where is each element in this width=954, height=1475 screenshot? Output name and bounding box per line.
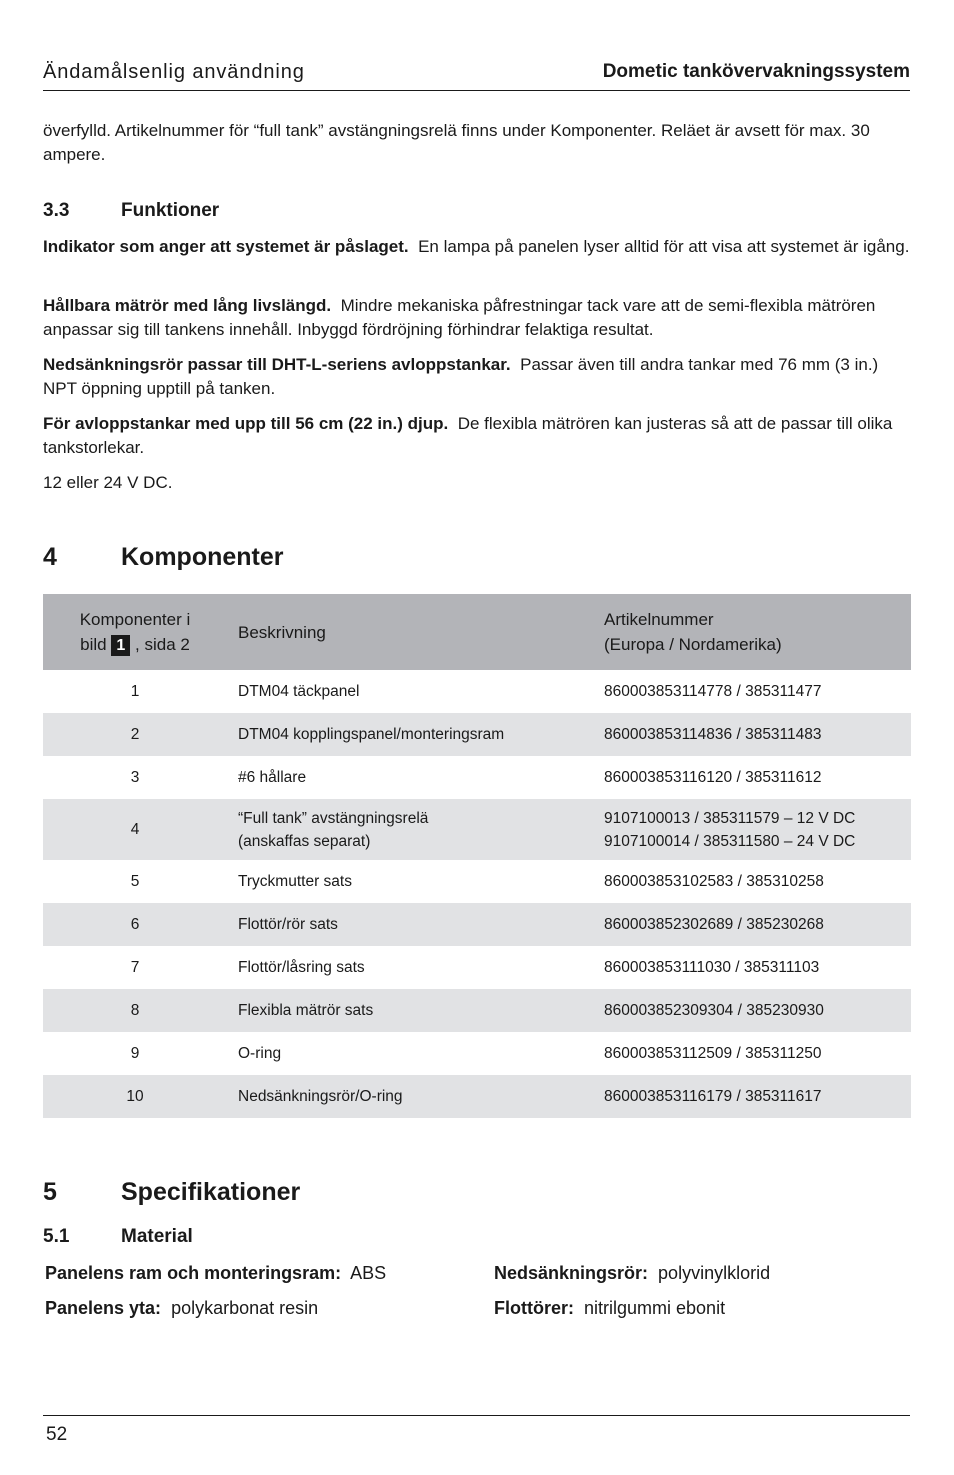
article-line: 9107100013 / 385311579 – 12 V DC bbox=[604, 809, 856, 827]
spec-label: Panelens ram och monteringsram: bbox=[45, 1263, 342, 1283]
components-table bbox=[43, 594, 911, 1118]
column-header-component bbox=[43, 594, 227, 670]
cell-description: Flottör/låsring sats bbox=[238, 958, 365, 976]
feature-lead: Indikator som anger att systemet är påslaget. bbox=[43, 237, 409, 256]
cell-number: 3 bbox=[130, 768, 140, 786]
cell-description: DTM04 kopplingspanel/monteringsram bbox=[227, 713, 604, 756]
section-number: 5 bbox=[43, 1178, 57, 1206]
spec-value: ABS bbox=[350, 1263, 387, 1283]
spec-item bbox=[45, 1298, 318, 1319]
spec-label: Nedsänkningsrör: bbox=[494, 1263, 649, 1283]
section-number: 3.3 bbox=[43, 200, 70, 221]
figure-badge: 1 bbox=[111, 635, 130, 656]
cell-description: O-ring bbox=[238, 1044, 282, 1062]
table-row bbox=[43, 1075, 911, 1118]
section-4-heading bbox=[43, 543, 284, 572]
section-3-3-heading bbox=[43, 200, 219, 222]
description-line: “Full tank” avstängningsrelä bbox=[238, 809, 429, 827]
cell-description: #6 hållare bbox=[238, 768, 307, 786]
feature-text: Mindre mekaniska påfrestningar tack vare att de semi-flexibla mätrören anpassar sig till tankens innehåll. Inbyggd fördröjning förhindrar felaktiga resultat. bbox=[43, 296, 876, 339]
table-row bbox=[43, 713, 911, 756]
spec-value: nitrilgummi ebonit bbox=[584, 1298, 726, 1318]
section-title: Specifikationer bbox=[121, 1178, 301, 1206]
cell-article: 860003852302689 / 385230268 bbox=[604, 903, 911, 946]
cell-article: 860003853116179 / 385311617 bbox=[604, 1075, 911, 1118]
cell-number: 1 bbox=[130, 682, 140, 700]
feature-paragraph bbox=[43, 294, 911, 342]
header-text: , sida 2 bbox=[135, 635, 190, 654]
spec-item bbox=[45, 1263, 386, 1284]
intro-paragraph: överfylld. Artikelnummer för “full tank” avstängningsrelä finns under Komponenter. Reläet är avsett för max. 30 ampere. bbox=[43, 121, 870, 164]
header-document-title: Dometic tankövervakningssystem bbox=[602, 61, 910, 82]
cell-article: 860003853114778 / 385311477 bbox=[604, 682, 822, 700]
spec-value: polykarbonat resin bbox=[171, 1298, 319, 1318]
spec-item bbox=[494, 1298, 725, 1319]
cell-article: 860003853112509 / 385311250 bbox=[604, 1044, 822, 1062]
cell-number: 4 bbox=[43, 799, 227, 860]
cell-number: 2 bbox=[43, 713, 227, 756]
cell-number: 7 bbox=[130, 958, 140, 976]
cell-description: Tryckmutter sats bbox=[238, 872, 352, 890]
feature-lead: Hållbara mätrör med lång livslängd. bbox=[43, 296, 332, 315]
cell-article: 860003852309304 / 385230930 bbox=[604, 989, 911, 1032]
cell-article: 860003853116120 / 385311612 bbox=[604, 768, 822, 786]
page-header bbox=[43, 58, 910, 91]
spec-label: Panelens yta: bbox=[45, 1298, 162, 1318]
description-line: (anskaffas separat) bbox=[238, 832, 371, 850]
feature-paragraph bbox=[43, 353, 911, 401]
feature-text: En lampa på panelen lyser alltid för att visa att systemet är igång. bbox=[418, 237, 910, 256]
feature-lead: För avloppstankar med upp till 56 cm (22 in.) djup. bbox=[43, 414, 449, 433]
voltage-note: 12 eller 24 V DC. bbox=[43, 473, 173, 492]
table-header-row bbox=[43, 594, 911, 670]
cell-article: 860003853102583 / 385310258 bbox=[604, 872, 824, 890]
cell-number: 10 bbox=[43, 1075, 227, 1118]
cell-description: Nedsänkningsrör/O-ring bbox=[227, 1075, 604, 1118]
feature-paragraph bbox=[43, 235, 911, 259]
header-section-title: Ändamålsenlig användning bbox=[43, 61, 305, 83]
header-text: (Europa / Nordamerika) bbox=[604, 635, 782, 654]
section-number: 4 bbox=[43, 543, 57, 571]
cell-number: 9 bbox=[130, 1044, 140, 1062]
header-text: Komponenter i bbox=[79, 610, 191, 629]
section-number: 5.1 bbox=[43, 1226, 70, 1247]
feature-text: De flexibla mätrören kan justeras så att de passar till olika tankstorlekar. bbox=[43, 414, 893, 457]
section-5-heading bbox=[43, 1178, 300, 1207]
section-title: Funktioner bbox=[121, 200, 220, 221]
table-row bbox=[43, 799, 911, 860]
table-row bbox=[43, 989, 911, 1032]
header-text: Artikelnummer bbox=[604, 610, 714, 629]
table-row bbox=[43, 670, 911, 713]
header-text: bild bbox=[80, 635, 107, 654]
feature-lead: Nedsänkningsrör passar till DHT-L-seriens avloppstankar. bbox=[43, 355, 511, 374]
section-title: Komponenter bbox=[121, 543, 284, 571]
page-number: 52 bbox=[46, 1424, 68, 1445]
cell-article: 860003853111030 / 385311103 bbox=[604, 958, 820, 976]
spec-value: polyvinylklorid bbox=[658, 1263, 771, 1283]
table-row bbox=[43, 1032, 911, 1075]
table-row bbox=[43, 903, 911, 946]
spec-item bbox=[494, 1263, 770, 1284]
table-row bbox=[43, 946, 911, 989]
cell-article bbox=[604, 799, 911, 860]
cell-description: DTM04 täckpanel bbox=[238, 682, 360, 700]
feature-paragraph bbox=[43, 412, 911, 460]
column-header-article bbox=[604, 594, 911, 670]
cell-number: 8 bbox=[43, 989, 227, 1032]
cell-description bbox=[227, 799, 604, 860]
cell-number: 5 bbox=[130, 872, 140, 890]
article-line: 9107100014 / 385311580 – 24 V DC bbox=[604, 832, 856, 850]
table-row bbox=[43, 860, 911, 903]
table-row bbox=[43, 756, 911, 799]
footer-rule bbox=[43, 1415, 910, 1416]
cell-description: Flexibla mätrör sats bbox=[227, 989, 604, 1032]
feature-text: Passar även till andra tankar med 76 mm (3 in.) NPT öppning upptill på tanken. bbox=[43, 355, 879, 398]
cell-description: Flottör/rör sats bbox=[227, 903, 604, 946]
section-5-1-heading bbox=[43, 1226, 193, 1248]
column-header-description: Beskrivning bbox=[227, 594, 604, 670]
cell-number: 6 bbox=[43, 903, 227, 946]
cell-article: 860003853114836 / 385311483 bbox=[604, 713, 911, 756]
section-title: Material bbox=[121, 1226, 193, 1247]
spec-label: Flottörer: bbox=[494, 1298, 574, 1318]
